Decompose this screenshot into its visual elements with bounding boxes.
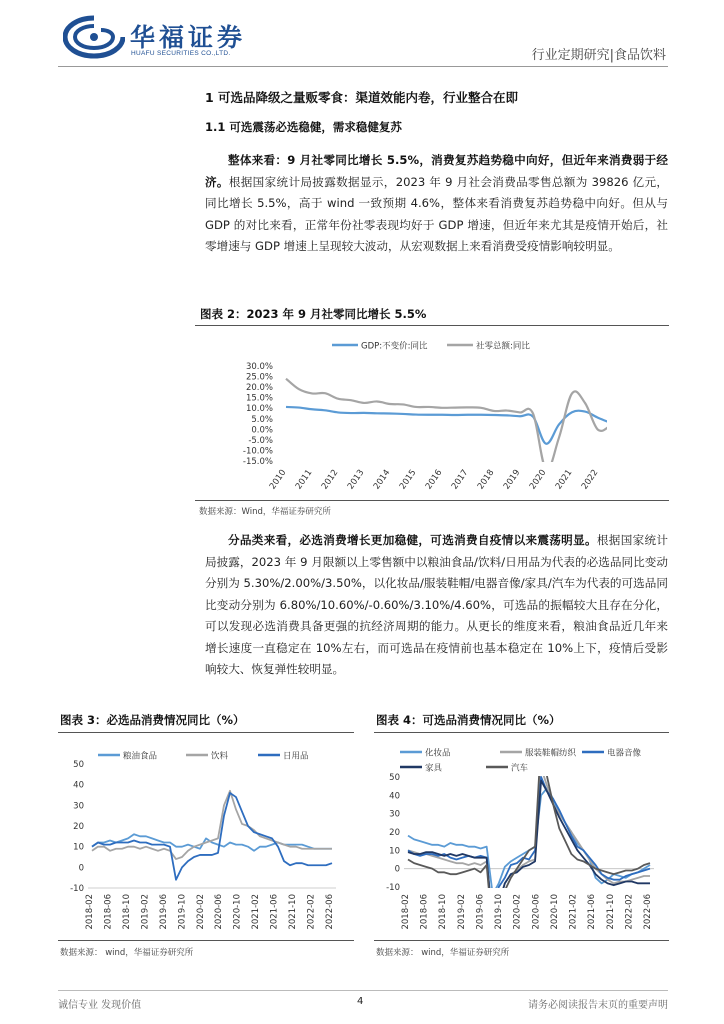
x-tick-label: 2014 xyxy=(371,467,393,492)
x-tick-label: 2020-10 xyxy=(549,894,560,930)
legend-label: 服装鞋帽纺织 xyxy=(525,748,577,759)
y-tick-label: 10 xyxy=(73,842,84,853)
y-tick-label: 0 xyxy=(78,863,84,874)
figure2-title-bar xyxy=(195,303,669,326)
x-tick-label: 2019 xyxy=(501,467,523,492)
subsection-heading: 1.1 可选震荡必选稳健，需求稳健复苏 xyxy=(205,120,402,134)
x-tick-label: 2011 xyxy=(293,467,315,492)
section-heading: 1 可选品降级之量贩零食：渠道效能内卷，行业整合在即 xyxy=(205,90,519,105)
header-divider xyxy=(58,66,668,67)
figure4-chart xyxy=(374,740,669,938)
x-tick-label: 2020-06 xyxy=(531,894,542,930)
x-tick-label: 2022-02 xyxy=(624,894,635,930)
series-line xyxy=(92,793,332,880)
x-tick-label: 2017 xyxy=(449,467,471,492)
y-tick-label: 0 xyxy=(394,864,400,875)
y-tick-label: 5.0% xyxy=(251,414,273,425)
series-line xyxy=(286,379,611,470)
y-tick-label: 50 xyxy=(73,760,84,770)
x-tick-label: 2018-02 xyxy=(85,894,95,930)
footer-slogan: 诚信专业 发现价值 xyxy=(58,1000,142,1011)
legend-label: 化妆品 xyxy=(425,748,451,759)
logo-en-text: HUAFU SECURITIES CO.,LTD. xyxy=(131,50,231,57)
x-tick-label: 2022-06 xyxy=(643,894,653,930)
y-tick-label: -5.0% xyxy=(248,435,273,446)
page-number: 4 xyxy=(357,996,364,1007)
y-tick-label: 10 xyxy=(389,846,400,857)
series-line xyxy=(408,788,650,894)
x-tick-label: 2022-02 xyxy=(306,894,317,930)
paragraph-overall xyxy=(205,150,668,258)
x-tick-label: 2012 xyxy=(319,467,341,492)
x-tick-label: 2018 xyxy=(475,467,497,492)
x-tick-label: 2020-06 xyxy=(214,894,225,930)
x-tick-label: 2018-06 xyxy=(419,894,430,930)
x-tick-label: 2020-02 xyxy=(512,894,523,930)
y-tick-label: -10.0% xyxy=(242,446,273,457)
figure4-source: 数据来源： wind，华福证券研究所 xyxy=(376,948,510,958)
figure4-title-bar xyxy=(374,710,669,733)
x-tick-label: 2021-10 xyxy=(605,894,616,930)
legend-label: 粮油食品 xyxy=(123,751,158,762)
x-tick-label: 2022 xyxy=(579,467,601,492)
y-tick-label: -10 xyxy=(386,883,400,893)
x-tick-label: 2018-06 xyxy=(103,894,114,930)
report-category: 行业定期研究|食品饮料 xyxy=(531,48,666,63)
y-tick-label: -15.0% xyxy=(242,457,273,467)
legend-label: 家具 xyxy=(425,763,443,774)
x-tick-label: 2020 xyxy=(527,467,549,492)
figure2-bottom-rule xyxy=(195,500,669,501)
x-tick-label: 2018-10 xyxy=(121,894,132,930)
x-tick-label: 2021-02 xyxy=(568,894,579,930)
x-tick-label: 2020-10 xyxy=(232,894,243,930)
x-tick-label: 2018-02 xyxy=(401,894,411,930)
figure3-source: 数据来源： wind，华福证券研究所 xyxy=(60,948,194,958)
figure4-title: 图表 4：可选品消费情况同比（%） xyxy=(376,713,561,727)
x-tick-label: 2021-02 xyxy=(251,894,262,930)
paragraph-category-body: 根据国家统计局披露，2023 年 9 月限额以上零售额中以粮油食品/饮料/日用品为代表的必选品同比变动分别为 5.30%/2.00%/3.50%，以化妆品/服装鞋帽/电器音像/家具/汽车为代表的可选品同比变动分别为 6.80%/10.60%/-0.60%/3.10%/4.60%，可选品的振幅较大且存在分化，可以发现必选消费具备更强的抗经济周期的能力。从更长的维度来看，粮油食品近几年来增长速度一直稳定在 10%左右，而可选品在疫情前也基本稳定在 10%上下，疫情后受影响较大、恢复弹性较明显。 xyxy=(205,533,668,676)
figure2-title: 图表 2：2023 年 9 月社零同比增长 5.5% xyxy=(200,307,427,321)
y-tick-label: 25.0% xyxy=(245,372,273,383)
x-tick-label: 2019-06 xyxy=(158,894,169,930)
figure2-chart xyxy=(197,330,667,502)
logo-swirl-icon xyxy=(63,14,125,60)
figure4-bottom-rule xyxy=(374,940,669,941)
paragraph-category-lead: 分品类来看，必选消费增长更加稳健，可选消费自疫情以来震荡明显。 xyxy=(228,533,597,547)
logo-cn-text: 华福证券 xyxy=(130,23,247,52)
y-tick-label: 30 xyxy=(389,809,400,820)
y-tick-label: -10 xyxy=(70,884,84,894)
x-tick-label: 2015 xyxy=(397,467,419,492)
company-logo xyxy=(63,14,253,64)
x-tick-label: 2018-10 xyxy=(438,894,449,930)
footer-divider xyxy=(58,990,668,991)
y-tick-label: 50 xyxy=(389,773,400,783)
paragraph-overall-body: 根据国家统计局披露数据显示，2023 年 9 月社会消费品零售总额为 39826 亿元，同比增长 5.5%，高于 wind 一致预期 4.6%，整体来看消费复苏趋势稳中向好。但从与 GDP 的对比来看，正常年份社零表现均好于 GDP 增速，但近年来尤其是疫情开始后，社零增速与 GDP 增速上呈现较大波动，从宏观数据上来看消费受疫情影响较明显。 xyxy=(205,174,668,253)
figure3-bottom-rule xyxy=(58,940,354,941)
x-tick-label: 2021 xyxy=(553,467,575,492)
x-tick-label: 2019-02 xyxy=(456,894,467,930)
y-tick-label: 40 xyxy=(389,791,400,802)
x-tick-label: 2022-06 xyxy=(325,894,335,930)
x-tick-label: 2010 xyxy=(267,467,289,492)
x-tick-label: 2016 xyxy=(423,467,445,492)
x-tick-label: 2021-10 xyxy=(288,894,299,930)
legend-label: 社零总额:同比 xyxy=(476,341,530,352)
x-tick-label: 2020-02 xyxy=(195,894,206,930)
paragraph-category xyxy=(205,530,668,681)
x-tick-label: 2019-10 xyxy=(494,894,505,930)
figure3-chart xyxy=(58,740,354,938)
footer-disclaimer: 请务必阅读报告末页的重要声明 xyxy=(528,1000,668,1011)
legend-label: 日用品 xyxy=(283,751,309,762)
series-line xyxy=(92,791,332,859)
x-tick-label: 2013 xyxy=(345,467,367,492)
x-tick-label: 2021-06 xyxy=(587,894,598,930)
y-tick-label: 15.0% xyxy=(245,393,273,404)
y-tick-label: 30.0% xyxy=(245,362,273,372)
legend-label: 饮料 xyxy=(211,751,229,762)
paragraph-overall-lead: 整体来看：9 月社零同比增长 5.5%，消费复苏趋势稳中向好，但近年来消费弱于经济。 xyxy=(205,153,668,189)
y-tick-label: 40 xyxy=(73,780,84,791)
y-tick-label: 10.0% xyxy=(245,404,273,415)
y-tick-label: 20 xyxy=(73,822,84,832)
figure2-source: 数据来源：Wind，华福证券研究所 xyxy=(199,507,331,517)
legend-label: GDP:不变价:同比 xyxy=(361,341,428,352)
legend-label: 电器音像 xyxy=(607,748,642,759)
x-tick-label: 2019-02 xyxy=(140,894,151,930)
x-tick-label: 2019-10 xyxy=(177,894,188,930)
figure3-title-bar xyxy=(58,710,354,733)
x-tick-label: 2021-06 xyxy=(269,894,280,930)
y-tick-label: 0.0% xyxy=(251,425,273,436)
x-tick-label: 2019-06 xyxy=(475,894,486,930)
y-tick-label: 30 xyxy=(73,801,84,812)
figure3-title: 图表 3：必选品消费情况同比（%） xyxy=(60,713,245,727)
y-tick-label: 20 xyxy=(389,828,400,838)
legend-label: 汽车 xyxy=(511,763,529,774)
y-tick-label: 20.0% xyxy=(245,383,273,394)
